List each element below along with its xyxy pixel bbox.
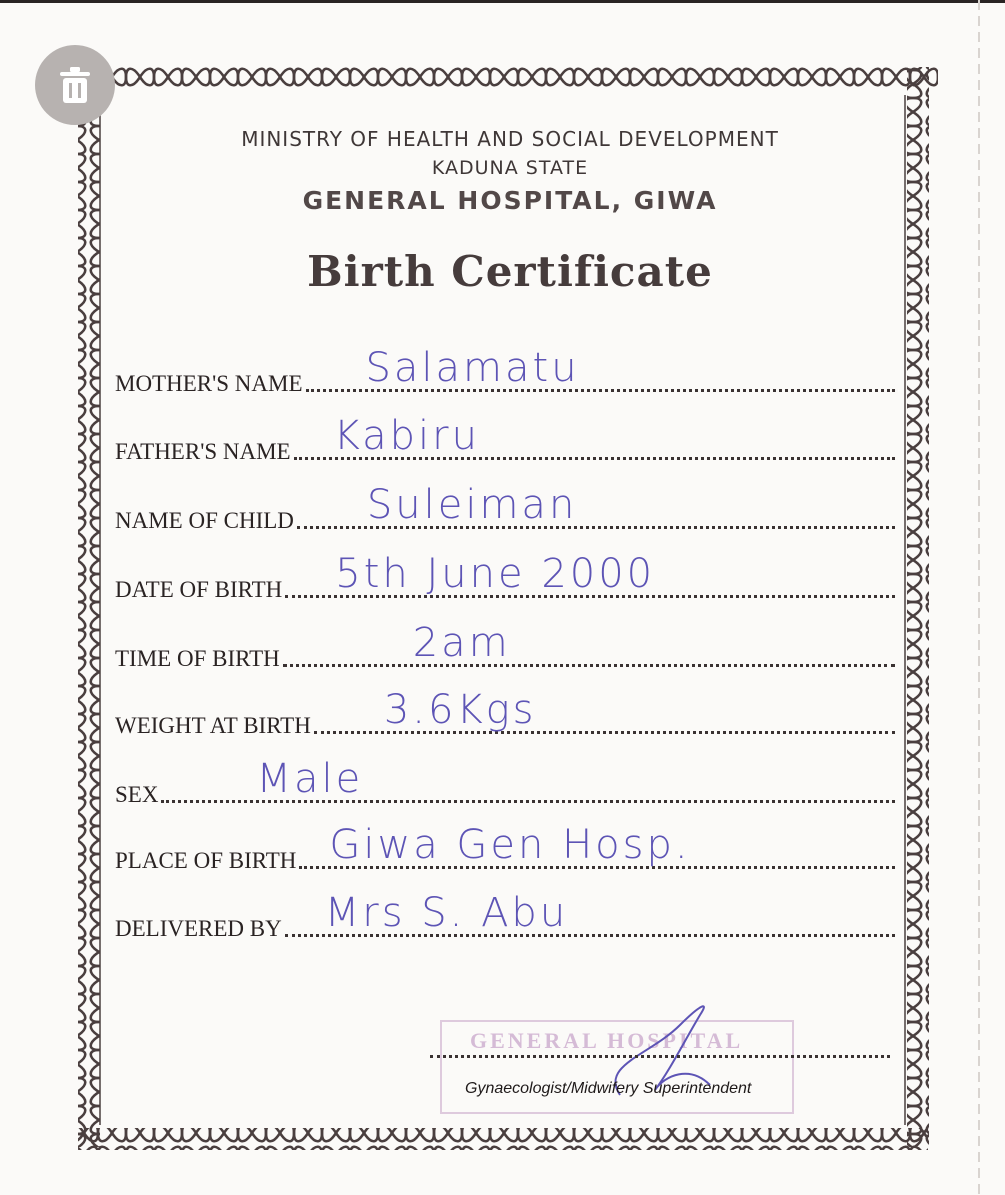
time-of-birth-value: 2am — [412, 620, 511, 666]
field-label: DATE OF BIRTH — [115, 577, 283, 602]
field-line — [285, 551, 895, 598]
weight-at-birth-row — [115, 687, 895, 738]
time-of-birth-row — [115, 620, 895, 671]
delete-button[interactable] — [35, 45, 115, 125]
sex-row — [115, 756, 895, 807]
signature-line — [430, 1055, 890, 1058]
field-label: DELIVERED BY — [115, 916, 282, 941]
fathers-name-value: Kabiru — [333, 413, 480, 459]
field-label: FATHER'S NAME — [115, 439, 291, 464]
sex-value: Male — [256, 756, 364, 802]
child-name-value: Suleiman — [366, 482, 578, 528]
field-label: WEIGHT AT BIRTH — [115, 713, 311, 738]
field-line — [294, 413, 895, 460]
certificate-title: Birth Certificate — [307, 247, 713, 296]
fathers-name-row — [115, 413, 895, 464]
weight-at-birth-value: 3.6Kgs — [383, 687, 537, 733]
delivered-by-value: Mrs S. Abu — [324, 890, 569, 936]
date-of-birth-value: 5th June 2000 — [335, 551, 656, 597]
trash-icon — [53, 63, 97, 107]
stamp-text: GENERAL HOSPITAL — [470, 1028, 744, 1053]
field-line — [314, 687, 895, 734]
signature-caption: Gynaecologist/Midwifery Superintendent — [465, 1080, 752, 1097]
field-label: MOTHER'S NAME — [115, 371, 303, 396]
field-line — [283, 620, 895, 667]
delivered-by-row — [115, 890, 895, 941]
field-line — [285, 890, 895, 937]
place-of-birth-row — [115, 822, 895, 873]
child-name-row — [115, 482, 895, 533]
date-of-birth-row — [115, 551, 895, 602]
state-heading: KADUNA STATE — [431, 157, 589, 179]
field-label: SEX — [115, 782, 159, 807]
field-line — [297, 482, 895, 529]
field-label: NAME OF CHILD — [115, 508, 294, 533]
field-line — [161, 756, 895, 803]
ministry-heading: MINISTRY OF HEALTH AND SOCIAL DEVELOPMENT — [241, 127, 779, 151]
field-label: PLACE OF BIRTH — [115, 848, 297, 873]
mothers-name-value: Salamatu — [365, 345, 580, 391]
field-line — [306, 345, 895, 392]
mothers-name-row — [115, 345, 895, 396]
field-line — [299, 822, 895, 869]
place-of-birth-value: Giwa Gen Hosp. — [329, 822, 691, 868]
field-label: TIME OF BIRTH — [115, 646, 280, 671]
hospital-heading: GENERAL HOSPITAL, GIWA — [302, 186, 718, 215]
